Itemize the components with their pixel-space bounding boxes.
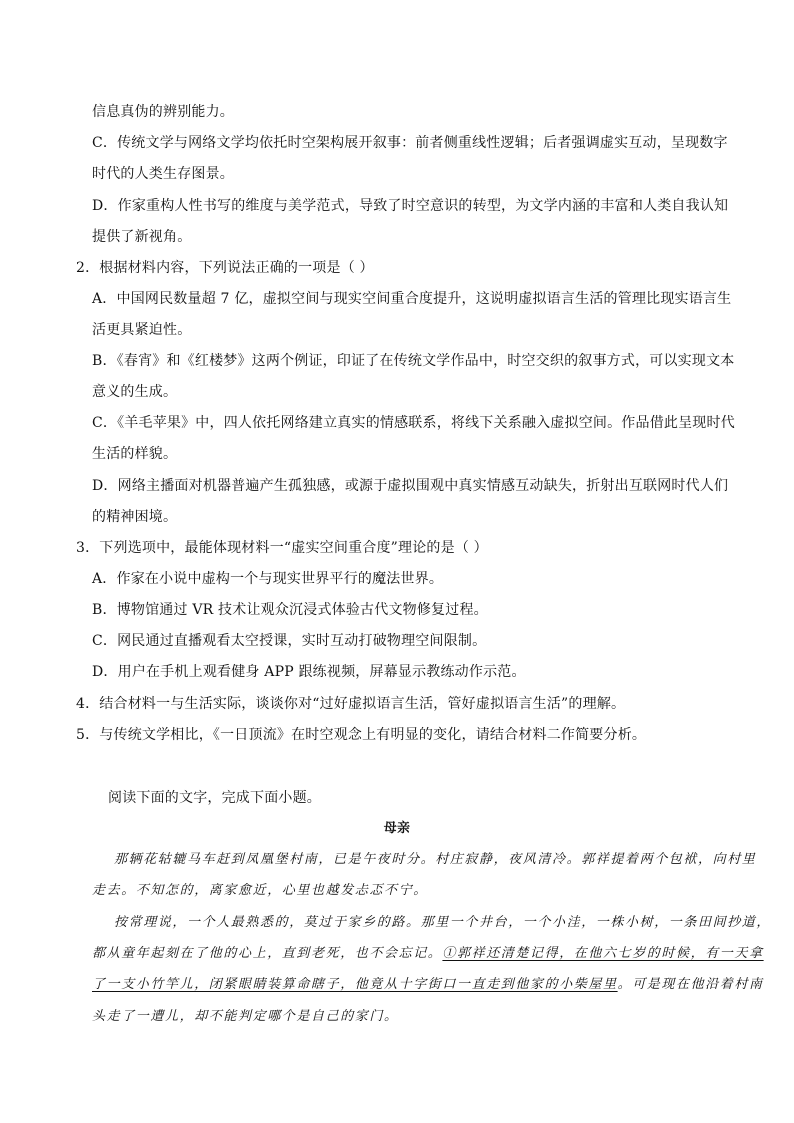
q4-stem: 4．结合材料一与生活实际，谈谈你对“过好虚拟语言生活，管好虚拟语言生活”的理解。	[76, 696, 626, 712]
q2-option-b-cont: 意义的生成。	[92, 384, 178, 400]
passage-paragraph-2: 按常理说，一个人最熟悉的，莫过于家乡的路。那里一个井台，一个小洼，一株小树，一条田间抄道，	[114, 915, 772, 930]
q1-option-d-cont: 提供了新视角。	[92, 229, 192, 245]
passage-paragraph-1: 那辆花轱辘马车赶到凤凰堡村南，已是午夜时分。村庄寂静，夜风清冷。郭祥提着两个包袱，向村里	[114, 852, 757, 867]
q1-option-d: D．作家重构人性书写的维度与美学范式，导致了时空意识的转型，为文学内涵的丰富和人类自我认知	[92, 198, 729, 214]
reading-intro: 阅读下面的文字，完成下面小题。	[108, 790, 321, 806]
q2-option-b: B．《春宵》和《红楼梦》这两个例证，印证了在传统文学作品中，时空交织的叙事方式，可以实现文本	[92, 353, 735, 369]
passage-paragraph-2-line3	[92, 975, 764, 995]
q2-option-c: C．《羊毛苹果》中，四人依托网络建立真实的情感联系，将线下关系融入虚拟空间。作品借此呈现时代	[92, 415, 735, 431]
q3-option-c: C．网民通过直播观看太空授课，实时互动打破物理空间限制。	[92, 633, 487, 649]
q1-option-c-cont: 时代的人类生存图景。	[92, 166, 234, 182]
passage-title: 母亲	[383, 821, 411, 836]
passage-paragraph-2-line2	[92, 944, 764, 964]
q5-stem: 5．与传统文学相比，《一日顶流》在时空观念上有明显的变化，请结合材料二作简要分析。	[76, 727, 647, 743]
q1-tail-line: 信息真伪的辨别能力。	[92, 104, 234, 120]
underlined-sentence-1-cont: 了一支小竹竿儿，闭紧眼睛装算命瞎子，他竟从十字街口一直走到他家的小柴屋里	[92, 977, 618, 992]
q3-option-a: A．作家在小说中虚构一个与现实世界平行的魔法世界。	[92, 571, 444, 587]
passage-paragraph-1-cont: 走去。不知怎的，离家愈近，心里也越发忐忑不宁。	[92, 883, 428, 898]
q2-option-d-cont: 的精神困境。	[92, 509, 178, 525]
q1-option-c: C．传统文学与网络文学均依托时空架构展开叙事：前者侧重线性逻辑；后者强调虚实互动，呈现数字	[92, 135, 728, 151]
underlined-sentence-1: ①郭祥还清楚记得，在他六七岁的时候，有一天拿	[442, 946, 764, 961]
q2-stem: 2．根据材料内容，下列说法正确的一项是（ ）	[76, 260, 374, 276]
q2-option-c-cont: 生活的样貌。	[92, 446, 178, 462]
passage-text: 。可是现在他沿着村南	[617, 977, 764, 992]
passage-text: 都从童年起刻在了他的心上，直到老死，也不会忘记。	[92, 946, 443, 961]
q2-option-d: D．网络主播面对机器普遍产生孤独感，或源于虚拟围观中真实情感互动缺失，折射出互联网时代人们	[92, 478, 729, 494]
q3-stem: 3．下列选项中，最能体现材料一“虚实空间重合度”理论的是（ ）	[76, 540, 488, 556]
q3-option-b: B．博物馆通过 VR 技术让观众沉浸式体验古代文物修复过程。	[92, 602, 488, 618]
q3-option-d: D．用户在手机上观看健身 APP 跟练视频，屏幕显示教练动作示范。	[92, 664, 526, 680]
passage-paragraph-2-line4: 头走了一遭儿，却不能判定哪个是自己的家门。	[92, 1009, 399, 1024]
q2-option-a: A．中国网民数量超 7 亿，虚拟空间与现实空间重合度提升，这说明虚拟语言生活的管理比现实语言生	[92, 291, 732, 307]
q2-option-a-cont: 活更具紧迫性。	[92, 322, 192, 338]
